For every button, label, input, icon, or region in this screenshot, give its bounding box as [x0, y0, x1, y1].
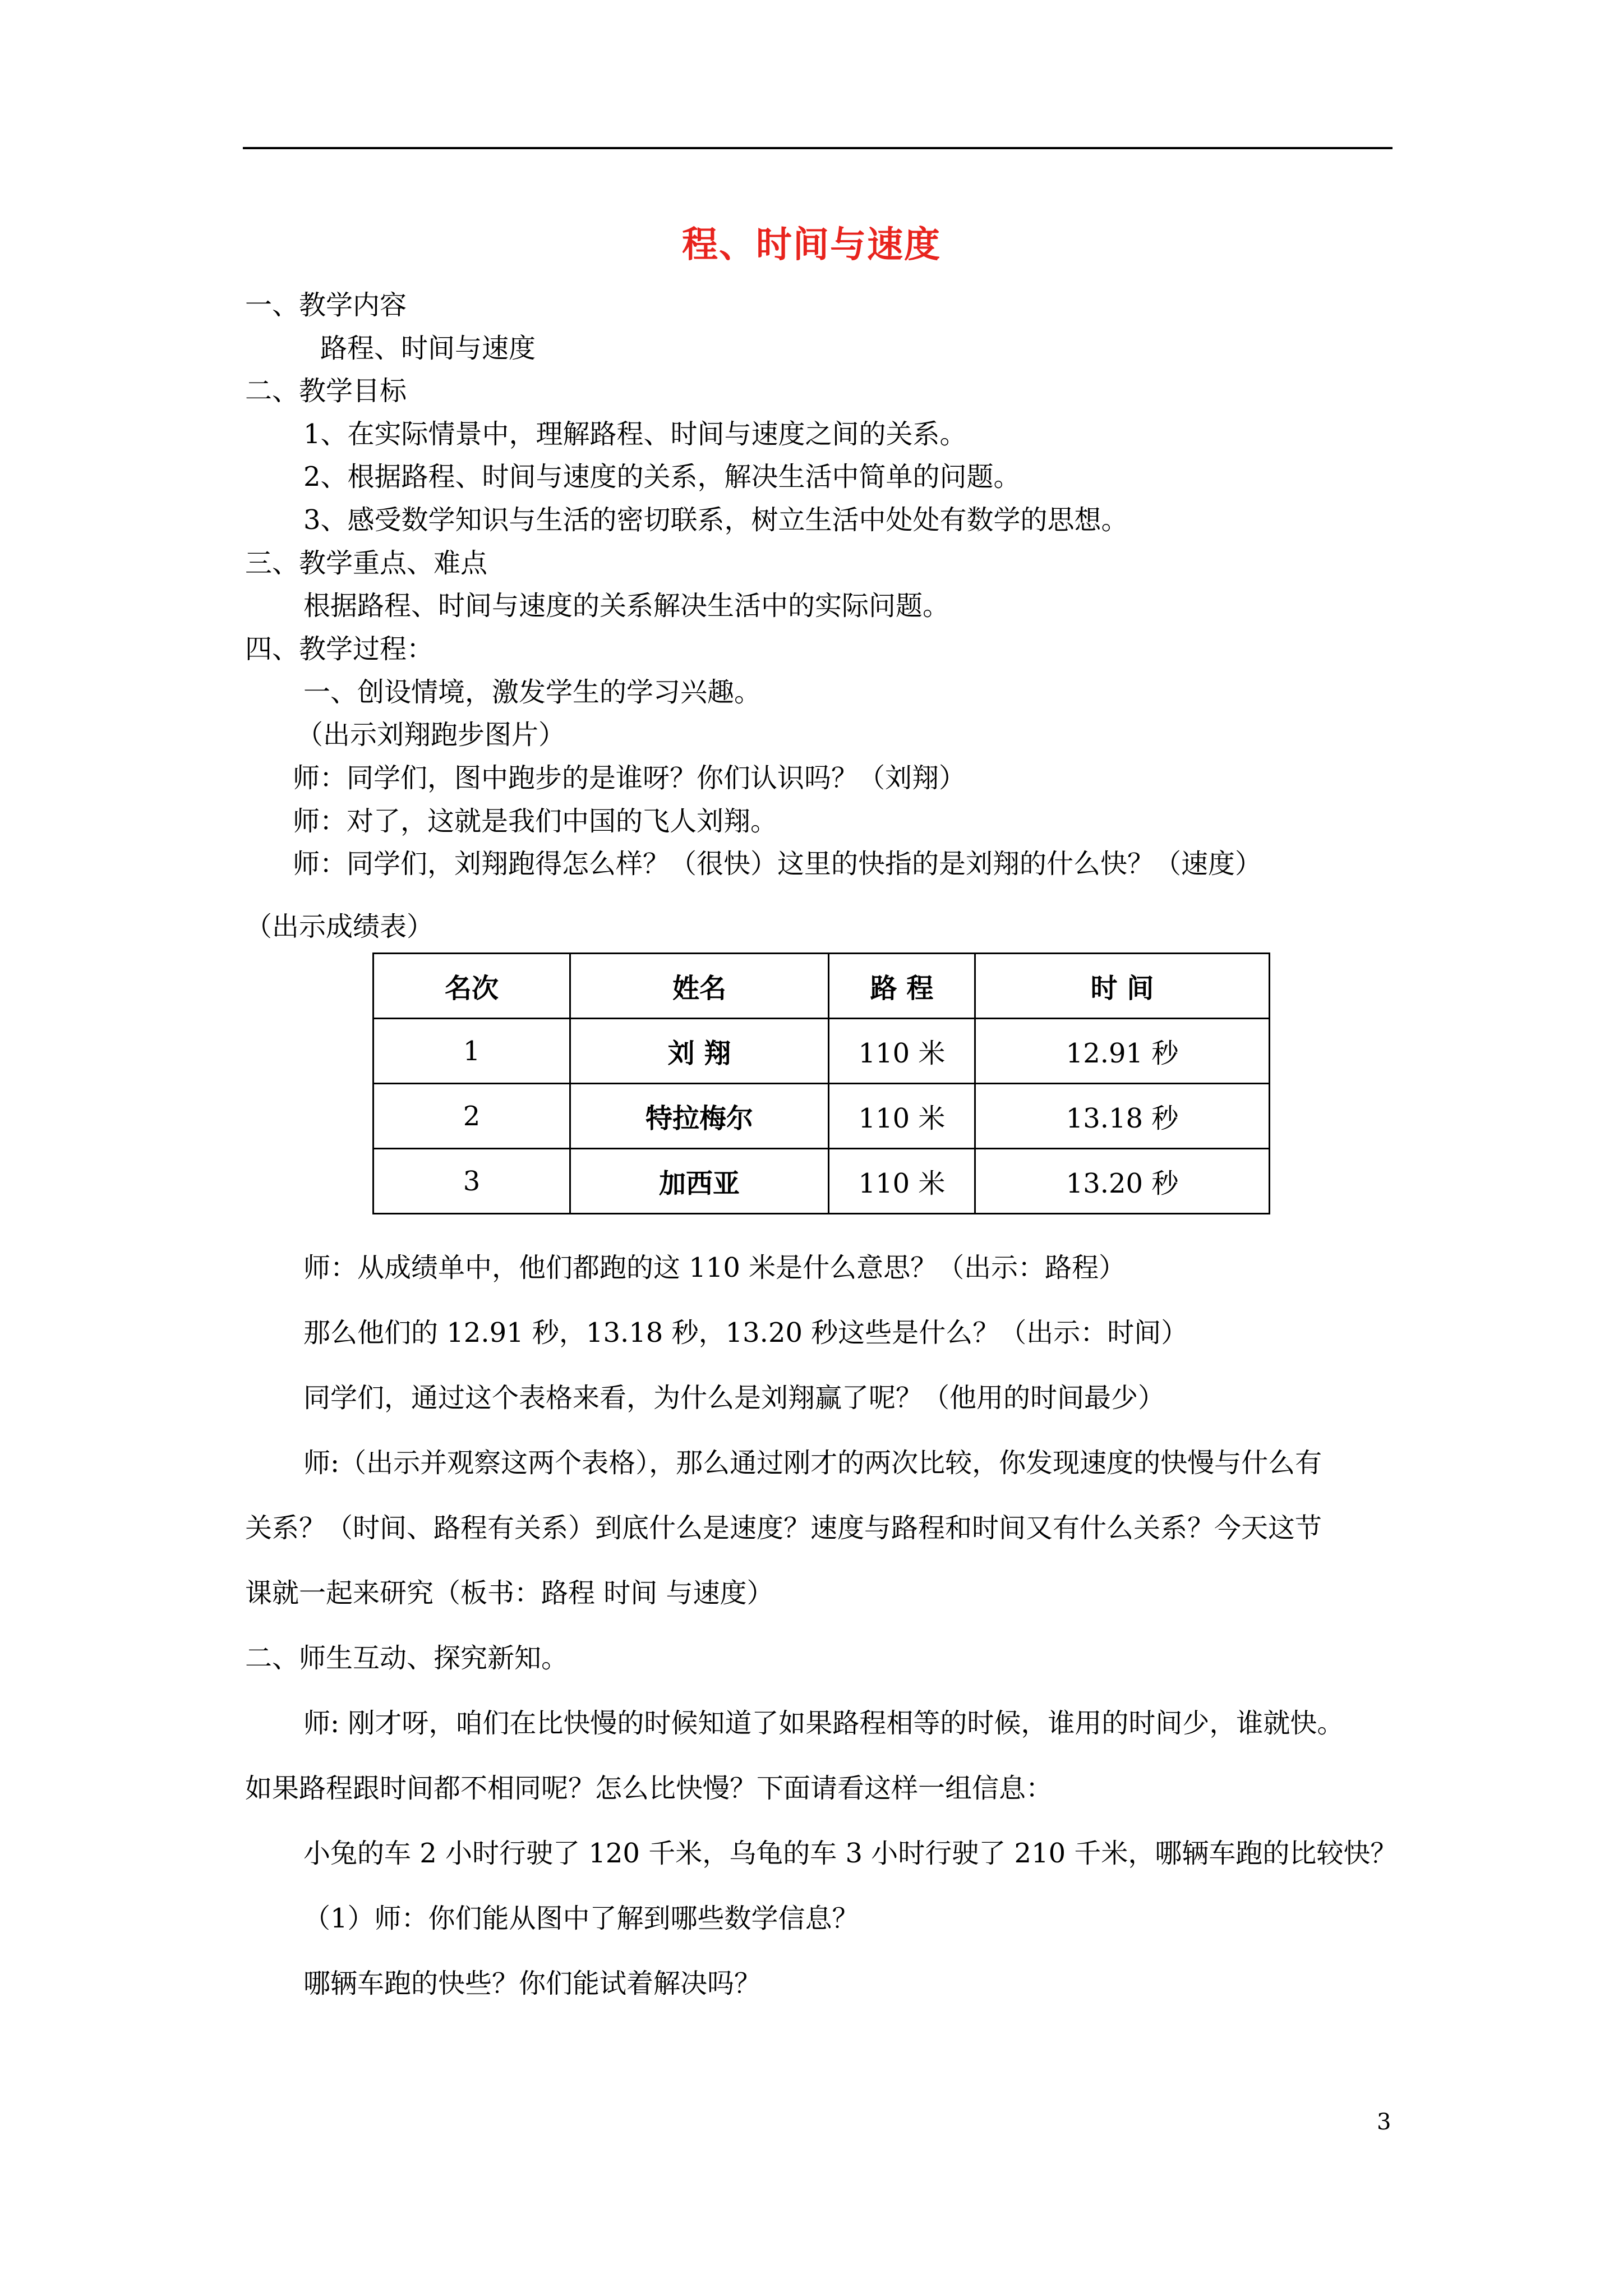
section-heading-goals: 二、教学目标 [245, 375, 407, 407]
section-heading-interaction: 二、师生互动、探究新知。 [245, 1642, 569, 1674]
table-cell: 13.20 秒 [975, 1149, 1270, 1214]
table-cell: 特拉梅尔 [570, 1084, 829, 1149]
text-line: 小兔的车 2 小时行驶了 120 千米，乌龟的车 3 小时行驶了 210 千米，哪辆车跑的比较快？ [303, 1838, 1398, 1869]
text-line: 2、根据路程、时间与速度的关系，解决生活中简单的问题。 [303, 461, 1021, 493]
table-cell: 12.91 秒 [975, 1019, 1270, 1084]
table-header-cell: 名次 [374, 954, 570, 1019]
text-line: 如果路程跟时间都不相同呢？怎么比快慢？下面请看这样一组信息： [245, 1773, 1053, 1804]
text-line: 课就一起来研究（板书：路程 时间 与速度） [245, 1577, 774, 1609]
text-line: 师：同学们，图中跑步的是谁呀？你们认识吗？（刘翔） [293, 762, 966, 794]
section-heading-process: 四、教学过程： [245, 633, 434, 665]
text-line: 同学们，通过这个表格来看，为什么是刘翔赢了呢？（他用的时间最少） [303, 1382, 1165, 1414]
table-cell: 110 米 [829, 1019, 975, 1084]
text-line: 路程、时间与速度 [320, 333, 536, 364]
text-line: （出示刘翔跑步图片） [296, 719, 566, 751]
text-line: 师: 刚才呀，咱们在比快慢的时候知道了如果路程相等的时候，谁用的时间少，谁就快。 [303, 1708, 1344, 1739]
section-heading-content: 一、教学内容 [245, 289, 407, 321]
text-line: 师：对了，这就是我们中国的飞人刘翔。 [293, 806, 778, 837]
page-title: 程、时间与速度 [682, 224, 941, 266]
table-header-row [374, 954, 1270, 1019]
table-cell: 110 米 [829, 1084, 975, 1149]
text-line: 哪辆车跑的快些？你们能试着解决吗？ [303, 1968, 762, 1999]
header-rule [243, 147, 1393, 149]
text-line: 1、在实际情景中，理解路程、时间与速度之间的关系。 [303, 418, 967, 450]
page-number: 3 [1377, 2109, 1391, 2135]
section-heading-keypoints: 三、教学重点、难点 [245, 547, 488, 579]
table-row [374, 1084, 1270, 1149]
text-line: 一、创设情境，激发学生的学习兴趣。 [303, 677, 762, 708]
text-line: 那么他们的 12.91 秒，13.18 秒，13.20 秒这些是什么？（出示：时间） [303, 1317, 1188, 1349]
table-cell: 刘 翔 [570, 1019, 829, 1084]
text-line: 师：从成绩单中，他们都跑的这 110 米是什么意思？（出示：路程） [303, 1252, 1126, 1283]
table-row [374, 1149, 1270, 1214]
table-header-cell: 姓名 [570, 954, 829, 1019]
table-cell: 13.18 秒 [975, 1084, 1270, 1149]
table-cell: 2 [374, 1084, 570, 1149]
text-line: （1）师：你们能从图中了解到哪些数学信息？ [303, 1903, 859, 1934]
table-header-cell: 路 程 [829, 954, 975, 1019]
table-cell: 加西亚 [570, 1149, 829, 1214]
text-line: 3、感受数学知识与生活的密切联系，树立生活中处处有数学的思想。 [303, 504, 1128, 536]
table-cell: 3 [374, 1149, 570, 1214]
table-cell: 110 米 [829, 1149, 975, 1214]
table-row [374, 1019, 1270, 1084]
table-header-cell: 时 间 [975, 954, 1270, 1019]
results-table [372, 953, 1270, 1214]
text-line: 师:（出示并观察这两个表格），那么通过刚才的两次比较，你发现速度的快慢与什么有 [303, 1447, 1322, 1479]
text-line: 师：同学们，刘翔跑得怎么样？（很快）这里的快指的是刘翔的什么快？（速度） [293, 848, 1262, 880]
text-line: 关系？（时间、路程有关系）到底什么是速度？速度与路程和时间又有什么关系？今天这节 [245, 1512, 1322, 1544]
table-cell: 1 [374, 1019, 570, 1084]
text-line: 根据路程、时间与速度的关系解决生活中的实际问题。 [303, 590, 950, 622]
table-caption: （出示成绩表） [245, 911, 434, 942]
